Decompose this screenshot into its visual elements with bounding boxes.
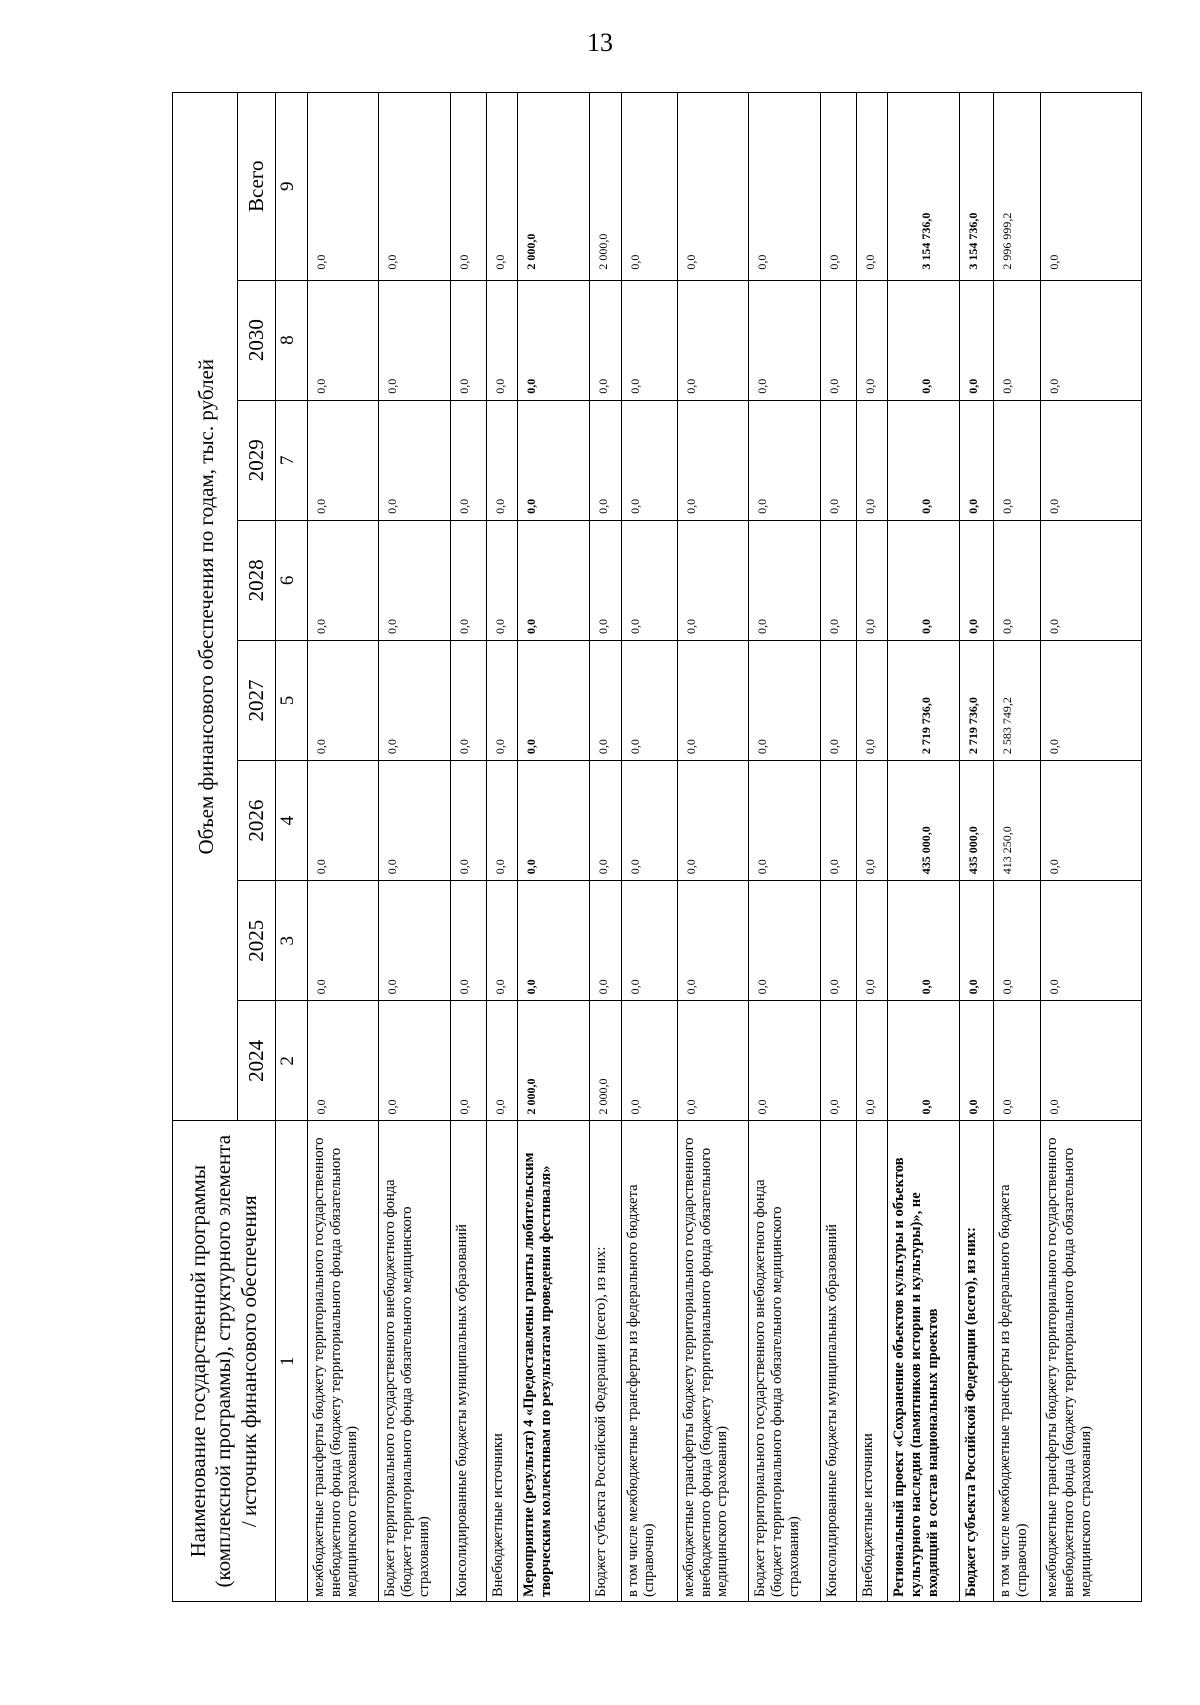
total-value-cell: 3 154 736,0 [960,93,994,281]
row-label: в том числе межбюджетные трансферты из федерального бюджета (справочно) [993,1121,1040,1602]
value-cell: 0,0 [307,640,379,760]
table-row [960,93,994,1602]
year-header: 2028 [238,520,276,640]
value-cell: 0,0 [1040,280,1141,400]
value-cell: 435 000,0 [960,761,994,881]
funding-table-container [172,92,1142,1602]
value-cell: 0,0 [1040,640,1141,760]
value-cell: 0,0 [621,640,677,760]
value-cell: 0,0 [888,520,960,640]
value-cell: 0,0 [856,520,887,640]
value-cell: 0,0 [621,761,677,881]
row-label: Консолидированные бюджеты муниципальных образований [451,1121,487,1602]
value-cell: 0,0 [307,1001,379,1121]
table-row [451,93,487,1602]
value-cell: 0,0 [960,520,994,640]
value-cell: 0,0 [307,881,379,1001]
row-label: Консолидированные бюджеты муниципальных образований [821,1121,857,1602]
total-header: Всего [238,93,276,281]
total-value-cell: 0,0 [451,93,487,281]
row-label: межбюджетные трансферты бюджету территориального государственного внебюджетного фонда (бюджету территориального фонда обязательного медицинского страхования) [677,1121,749,1602]
value-cell: 0,0 [677,640,749,760]
value-cell: 0,0 [1040,761,1141,881]
value-cell: 0,0 [749,640,821,760]
volume-caption: Объем финансового обеспечения по годам, тыс. рублей [173,93,238,1121]
value-cell: 0,0 [856,640,887,760]
total-value-cell: 0,0 [379,93,451,281]
value-cell: 0,0 [451,280,487,400]
row-label: Бюджет субъекта Российской Федерации (всего), из них: [590,1121,621,1602]
value-cell: 0,0 [993,280,1040,400]
value-cell: 0,0 [486,280,517,400]
value-cell: 0,0 [518,280,590,400]
value-cell: 0,0 [888,1001,960,1121]
value-cell: 0,0 [677,761,749,881]
value-cell: 0,0 [307,520,379,640]
value-cell: 0,0 [451,640,487,760]
value-cell: 0,0 [749,761,821,881]
table-row [677,93,749,1602]
value-cell: 0,0 [486,400,517,520]
value-cell: 0,0 [518,640,590,760]
value-cell: 0,0 [1040,400,1141,520]
value-cell: 0,0 [888,280,960,400]
row-label: межбюджетные трансферты бюджету территориального государственного внебюджетного фонда (бюджету территориального фонда обязательного медицинского страхования) [1040,1121,1141,1602]
value-cell: 0,0 [486,881,517,1001]
value-cell: 435 000,0 [888,761,960,881]
value-cell: 2 000,0 [518,1001,590,1121]
table-row [749,93,821,1602]
value-cell: 0,0 [821,881,857,1001]
table-row [1040,93,1141,1602]
value-cell: 0,0 [590,400,621,520]
column-number: 2 [276,1001,307,1121]
table-row [518,93,590,1602]
total-value-cell: 0,0 [677,93,749,281]
value-cell: 0,0 [621,1001,677,1121]
column-number: 8 [276,280,307,400]
total-value-cell: 2 996 999,2 [993,93,1040,281]
value-cell: 0,0 [993,1001,1040,1121]
value-cell: 0,0 [821,640,857,760]
value-cell: 0,0 [379,1001,451,1121]
row-label: Бюджет субъекта Российской Федерации (всего), из них: [960,1121,994,1602]
value-cell: 0,0 [451,520,487,640]
value-cell: 0,0 [621,881,677,1001]
value-cell: 0,0 [1040,520,1141,640]
value-cell: 0,0 [677,1001,749,1121]
row-label: Внебюджетные источники [856,1121,887,1602]
value-cell: 0,0 [749,881,821,1001]
value-cell: 0,0 [1040,881,1141,1001]
value-cell: 0,0 [590,520,621,640]
total-value-cell: 0,0 [486,93,517,281]
column-number: 5 [276,640,307,760]
value-cell: 0,0 [486,761,517,881]
value-cell: 0,0 [307,761,379,881]
row-label: Бюджет территориального государственного внебюджетного фонда (бюджет территориального фонда обязательного медицинского страхования) [379,1121,451,1602]
value-cell: 0,0 [307,280,379,400]
value-cell: 0,0 [749,280,821,400]
year-header: 2030 [238,280,276,400]
table-row [307,93,379,1602]
year-header: 2027 [238,640,276,760]
total-value-cell: 0,0 [821,93,857,281]
column-number: 6 [276,520,307,640]
year-header: 2026 [238,761,276,881]
year-header: 2025 [238,881,276,1001]
value-cell: 0,0 [621,520,677,640]
value-cell: 0,0 [379,280,451,400]
name-column-header: Наименование государственной программы (комплексной программы), структурного элемента / источник финансового обеспечения [173,1121,276,1602]
column-number: 4 [276,761,307,881]
value-cell: 0,0 [821,520,857,640]
table-row [993,93,1040,1602]
funding-table [172,92,1142,1602]
total-value-cell: 0,0 [1040,93,1141,281]
page-number: 13 [587,28,613,57]
value-cell: 0,0 [993,520,1040,640]
value-cell: 0,0 [856,1001,887,1121]
value-cell: 0,0 [960,881,994,1001]
total-value-cell: 0,0 [307,93,379,281]
value-cell: 0,0 [993,400,1040,520]
value-cell: 0,0 [960,1001,994,1121]
value-cell: 0,0 [379,640,451,760]
row-label: Мероприятие (результат) 4 «Предоставлены гранты любительским творческим коллективам по результатам проведения фестиваля» [518,1121,590,1602]
value-cell: 2 583 749,2 [993,640,1040,760]
value-cell: 0,0 [1040,1001,1141,1121]
value-cell: 0,0 [677,520,749,640]
value-cell: 0,0 [677,881,749,1001]
total-value-cell: 0,0 [749,93,821,281]
value-cell: 0,0 [486,640,517,760]
value-cell: 0,0 [451,881,487,1001]
total-value-cell: 2 000,0 [518,93,590,281]
value-cell: 0,0 [307,400,379,520]
table-row [856,93,887,1602]
value-cell: 0,0 [518,761,590,881]
column-number: 9 [276,93,307,281]
value-cell: 2 719 736,0 [960,640,994,760]
value-cell: 0,0 [590,280,621,400]
table-row [379,93,451,1602]
value-cell: 0,0 [518,881,590,1001]
value-cell: 0,0 [379,520,451,640]
row-label: межбюджетные трансферты бюджету территориального государственного внебюджетного фонда (бюджету территориального фонда обязательного медицинского страхования) [307,1121,379,1602]
value-cell: 0,0 [821,1001,857,1121]
row-label: Региональный проект «Сохранение объектов культуры и объектов культурного наследия (памятников истории и культуры)», не входящий в состав национальных проектов [888,1121,960,1602]
column-number: 7 [276,400,307,520]
value-cell: 0,0 [749,400,821,520]
value-cell: 0,0 [677,280,749,400]
value-cell: 0,0 [590,640,621,760]
table-row [590,93,621,1602]
value-cell: 0,0 [379,881,451,1001]
value-cell: 0,0 [590,761,621,881]
value-cell: 0,0 [621,280,677,400]
value-cell: 0,0 [821,400,857,520]
value-cell: 0,0 [856,400,887,520]
row-label: Бюджет территориального государственного внебюджетного фонда (бюджет территориального фонда обязательного медицинского страхования) [749,1121,821,1602]
value-cell: 0,0 [960,400,994,520]
total-value-cell: 2 000,0 [590,93,621,281]
value-cell: 0,0 [749,1001,821,1121]
table-row [888,93,960,1602]
value-cell: 0,0 [888,881,960,1001]
value-cell: 0,0 [960,280,994,400]
value-cell: 0,0 [821,761,857,881]
value-cell: 0,0 [993,881,1040,1001]
total-value-cell: 3 154 736,0 [888,93,960,281]
value-cell: 0,0 [621,400,677,520]
value-cell: 0,0 [518,520,590,640]
table-row [821,93,857,1602]
value-cell: 0,0 [856,280,887,400]
value-cell: 0,0 [888,400,960,520]
value-cell: 2 719 736,0 [888,640,960,760]
value-cell: 2 000,0 [590,1001,621,1121]
value-cell: 0,0 [856,881,887,1001]
value-cell: 0,0 [486,1001,517,1121]
value-cell: 0,0 [821,280,857,400]
value-cell: 0,0 [518,400,590,520]
total-value-cell: 0,0 [621,93,677,281]
total-value-cell: 0,0 [856,93,887,281]
table-row [621,93,677,1602]
value-cell: 0,0 [590,881,621,1001]
value-cell: 0,0 [451,400,487,520]
year-header: 2029 [238,400,276,520]
value-cell: 0,0 [379,400,451,520]
column-number: 1 [276,1121,307,1602]
column-number: 3 [276,881,307,1001]
value-cell: 0,0 [677,400,749,520]
row-label: в том числе межбюджетные трансферты из федерального бюджета (справочно) [621,1121,677,1602]
value-cell: 413 250,0 [993,761,1040,881]
value-cell: 0,0 [379,761,451,881]
year-header: 2024 [238,1001,276,1121]
value-cell: 0,0 [749,520,821,640]
value-cell: 0,0 [856,761,887,881]
row-label: Внебюджетные источники [486,1121,517,1602]
table-row [486,93,517,1602]
value-cell: 0,0 [451,761,487,881]
value-cell: 0,0 [486,520,517,640]
value-cell: 0,0 [451,1001,487,1121]
